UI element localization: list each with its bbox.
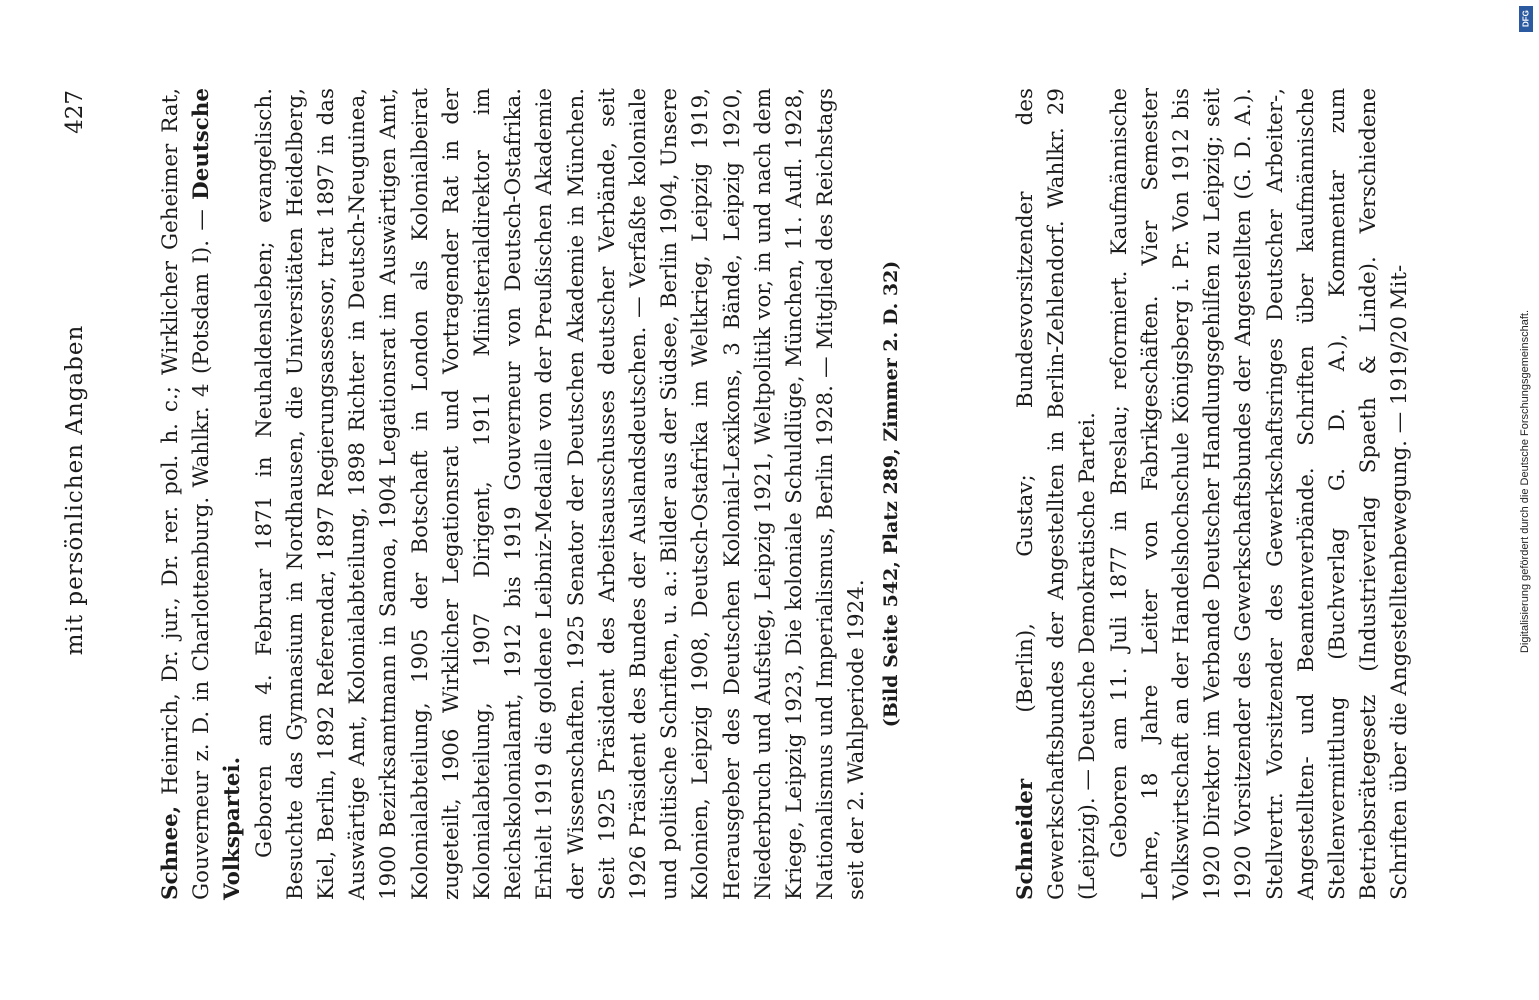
entry-intro-text: (Berlin), Gustav; Bundesvorsitzender des Gewerkschaftsbundes der Angestellten in Berlin-Zehlendorf. Wahlkr. 29 (Leipzig). — Deutsche Demokratische Partei. xyxy=(1013,88,1101,900)
entry-biography: Geboren am 11. Juli 1877 in Breslau; reformiert. Kaufmännische Lehre, 18 Jahre Leiter von Fabrikgeschäften. Vier Semester Volkswirtschaft an der Handelshochschule Königsberg i. Pr. Von 1912 bis 1920 Direktor im Verbande Deutscher Handlungsgehilfen zu Leipzig; seit 1920 Vorsitzender des Gewerkschaftsbundes der Angestellten (G. D. A.). Stellvertr. Vorsitzender des Gewerkschaftsringes Deutscher Arbeiter-, Angestellten- und Beamtenverbände. Schriften über kaufmännische Stellenvermittlung (Buchverlag G. D. A.), Kommentar zum Betriebsrätegesetz (Industrieverlag Spaeth & Linde). Verschiedene Schriften über die Angestelltenbewegung. — 1919/20 Mit- xyxy=(1106,88,1413,900)
page-header xyxy=(62,90,96,890)
biography-entry xyxy=(1010,88,1416,900)
entry-intro xyxy=(155,88,249,900)
dfg-logo: DFG xyxy=(1519,6,1533,32)
running-title: mit persönlichen Angaben xyxy=(62,324,88,656)
entry-biography: Geboren am 4. Februar 1871 in Neuhaldensleben; evangelisch. Besuchte das Gymnasium in Nordhausen, die Universitäten Heidelberg, Kiel, Berlin, 1892 Referendar, 1897 Regierungsassessor, trat 1897 in das Auswärtige Amt, Kolonialabteilung, 1898 Richter in Deutsch-Neuguinea, 1900 Bezirksamtmann in Samoa, 1904 Legationsrat im Auswärtigen Amt, Kolonialabteilung, 1905 der Botschaft in London als Kolonialbeirat zugeteilt, 1906 Wirklicher Legationsrat und Vortragender Rat in der Kolonialabteilung, 1907 Dirigent, 1911 Ministerialdirektor im Reichskolonialamt, 1912 bis 1919 Gouverneur von Deutsch-Ostafrika. Erhielt 1919 die goldene Leibniz-Medaille von der Preußischen Akademie der Wissenschaften. 1925 Senator der Deutschen Akademie in München. Seit 1925 Präsident des Arbeitsausschusses deutscher Verbände, seit 1926 Präsident des Bundes der Auslandsdeutschen. — Verfaßte koloniale und politische Schriften, u. a.: Bilder aus der Südsee, Berlin 1904, Unsere Kolonien, Leipzig 1908, Deutsch-Ostafrika im Weltkrieg, Leipzig 1919, Herausgeber des Deutschen Kolonial-Lexikons, 3 Bände, Leipzig 1920, Niederbruch und Aufstieg, Leipzig 1921, Weltpolitik vor, in und nach dem Kriege, Leipzig 1923, Die koloniale Schuldlüge, München, 11. Aufl. 1928, Nationalismus und Imperialismus, Berlin 1928. — Mitglied des Reichstags seit der 2. Wahlperiode 1924. xyxy=(251,88,870,900)
entry-intro xyxy=(1010,88,1104,900)
entry-intro-text: Heinrich, Dr. jur., Dr. rer. pol. h. c.; Wirklicher Geheimer Rat, Gouverneur z. D. in Charlottenburg. Wahlkr. 4 (Potsdam I). — xyxy=(158,88,215,900)
entry-party: Deutsche Volkspartei. xyxy=(189,88,246,900)
page-number: 427 xyxy=(62,90,88,134)
entry-name: Schnee, xyxy=(158,805,183,900)
photo-reference: (Bild Seite 542, Platz 289, Zimmer 2. D. 32) xyxy=(879,260,902,728)
biography-entry xyxy=(155,88,905,900)
funding-note: Digitalisierung gefördert durch die Deutsche Forschungsgemeinschaft. xyxy=(1519,310,1531,654)
entry-name: Schneider xyxy=(1013,778,1038,900)
